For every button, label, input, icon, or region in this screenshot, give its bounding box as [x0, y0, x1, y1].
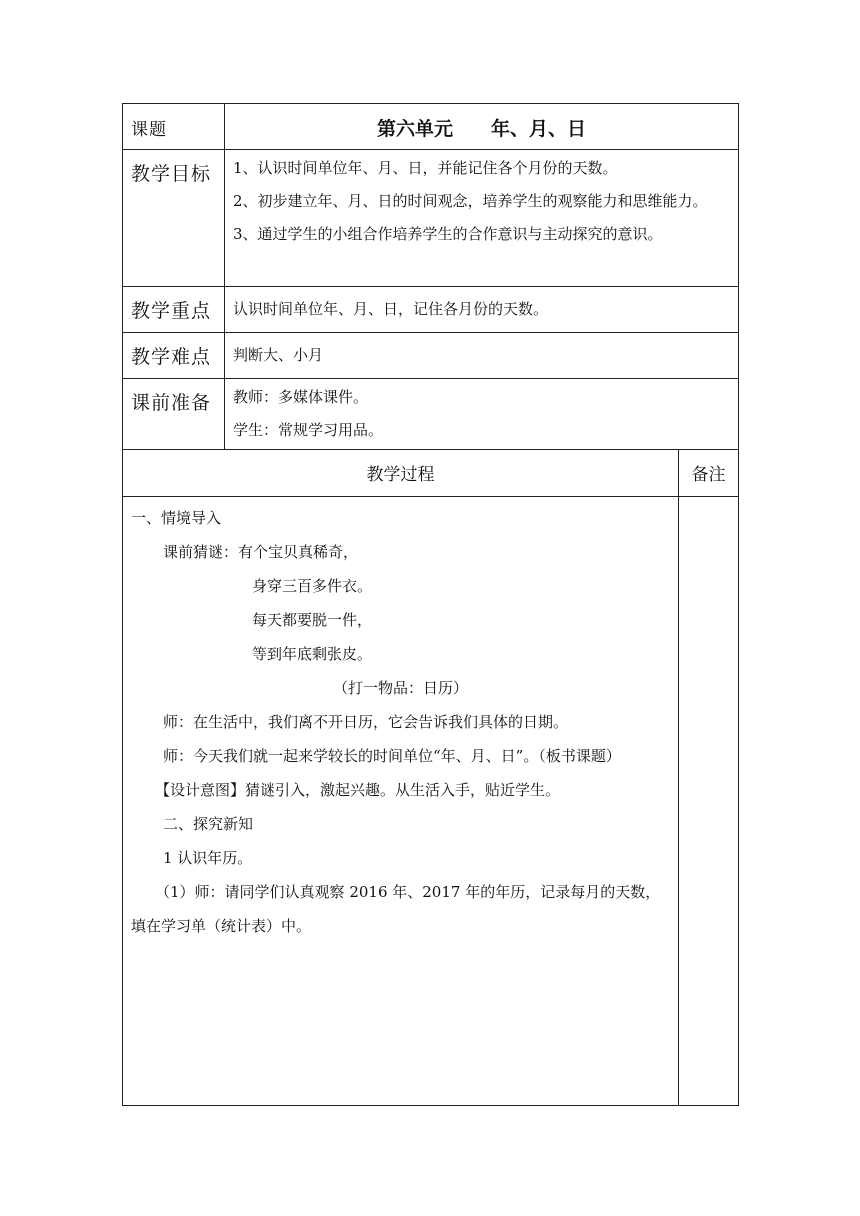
key-content: 认识时间单位年、月、日，记住各月份的天数。 — [225, 287, 739, 333]
goals-label: 教学目标 — [123, 150, 225, 287]
riddle-intro: 课前猜谜：有个宝贝真稀奇， — [163, 543, 359, 561]
goal-item: 3、通过学生的小组合作培养学生的合作意识与主动探究的意识。 — [233, 225, 663, 243]
prep-teacher: 教师：多媒体课件。 — [233, 388, 369, 406]
section-heading: 一、情境导入 — [131, 509, 222, 527]
riddle-line: 等到年底剩张皮。 — [252, 645, 373, 663]
process-body-row — [123, 497, 739, 1106]
topic-row — [123, 104, 739, 150]
teacher-line: 师：今天我们就一起来学较长的时间单位“年、月、日”。（板书课题） — [163, 747, 621, 765]
notes-header: 备注 — [679, 450, 739, 497]
notes-column — [679, 497, 739, 1106]
difficulty-content: 判断大、小月 — [225, 333, 739, 379]
prep-label: 课前准备 — [123, 379, 225, 450]
riddle-line: 每天都要脱一件， — [252, 611, 373, 629]
process-body — [123, 497, 679, 1106]
key-label: 教学重点 — [123, 287, 225, 333]
prep-student: 学生：常规学习用品。 — [233, 421, 384, 439]
process-header-row — [123, 450, 739, 497]
key-row — [123, 287, 739, 333]
riddle-line: 身穿三百多件衣。 — [252, 577, 373, 595]
difficulty-row — [123, 333, 739, 379]
goals-content — [225, 150, 739, 287]
topic-label: 课题 — [123, 104, 225, 150]
lesson-plan-sheet — [122, 103, 738, 1106]
riddle-answer: （打一物品：日历） — [332, 679, 468, 697]
goal-item: 1、认识时间单位年、月、日，并能记住各个月份的天数。 — [233, 159, 618, 177]
topic-name: 年、月、日 — [491, 118, 587, 140]
goal-item: 2、初步建立年、月、日的时间观念，培养学生的观察能力和思维能力。 — [233, 192, 708, 210]
difficulty-label: 教学难点 — [123, 333, 225, 379]
prep-content — [225, 379, 739, 450]
topic-title — [225, 104, 739, 150]
process-header: 教学过程 — [123, 450, 679, 497]
step-heading: 1 认识年历。 — [163, 849, 253, 867]
design-intent: 【设计意图】猜谜引入，激起兴趣。从生活入手，贴近学生。 — [155, 781, 561, 799]
topic-unit: 第六单元 — [376, 118, 453, 140]
goals-row — [123, 150, 739, 287]
lesson-plan-table — [122, 103, 739, 1106]
section-heading: 二、探究新知 — [163, 815, 254, 833]
prep-row — [123, 379, 739, 450]
step-detail: （1）师：请同学们认真观察 2016 年、2017 年的年历，记录每月的天数，填在学习单（统计表）中。 — [131, 883, 661, 935]
teacher-line: 师：在生活中，我们离不开日历，它会告诉我们具体的日期。 — [163, 713, 569, 731]
